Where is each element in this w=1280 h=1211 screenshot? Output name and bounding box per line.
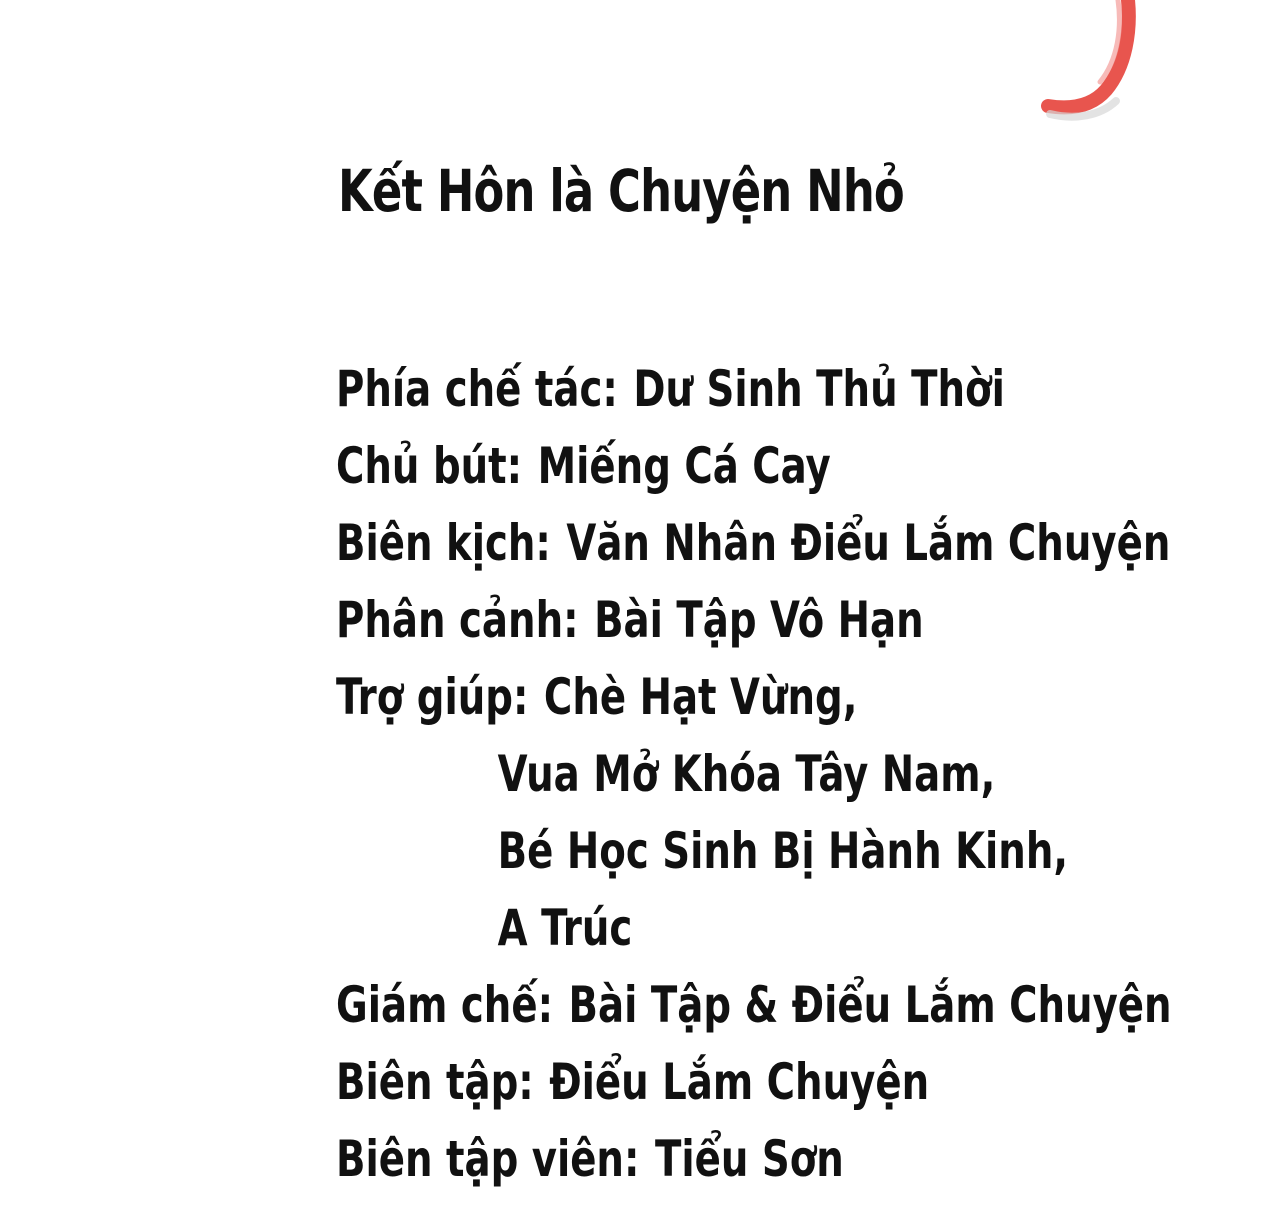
- credit-value: Bé Học Sinh Bị Hành Kinh,: [497, 822, 1069, 880]
- credit-label: Biên tập:: [336, 1053, 534, 1111]
- credit-value: Miếng Cá Cay: [537, 437, 831, 495]
- credit-label: Giám chế:: [336, 976, 554, 1034]
- credits-list: [336, 360, 1236, 1211]
- credit-value: Bài Tập Vô Hạn: [594, 591, 924, 649]
- credit-row-assistant-continuation: [336, 899, 1110, 980]
- credit-row-production: [336, 360, 1110, 441]
- credit-label: Chủ bút:: [336, 437, 523, 495]
- credit-value: Bài Tập & Điểu Lắm Chuyện: [568, 976, 1172, 1034]
- credit-row-screenwriter: [336, 514, 1171, 595]
- credit-row-artist: [336, 437, 1110, 518]
- credit-row-assistant: [336, 668, 1110, 749]
- credit-value: Chè Hạt Vừng,: [543, 668, 858, 726]
- credit-value: A Trúc: [497, 899, 633, 957]
- credit-value: Văn Nhân Điểu Lắm Chuyện: [566, 514, 1171, 572]
- credit-value: Vua Mở Khóa Tây Nam,: [497, 745, 996, 803]
- credit-label: Biên kịch:: [336, 514, 551, 572]
- credit-row-storyboard: [336, 591, 1110, 672]
- credit-value: Tiểu Sơn: [654, 1130, 844, 1188]
- page-title: Kết Hôn là Chuyện Nhỏ: [338, 157, 904, 225]
- credit-label: Biên tập viên:: [336, 1130, 640, 1188]
- credit-value: Dư Sinh Thủ Thời: [633, 360, 1005, 418]
- credit-value: Điểu Lắm Chuyện: [549, 1053, 930, 1111]
- credit-row-assistant-continuation: [336, 822, 1110, 903]
- credit-row-editor-staff: [336, 1130, 1110, 1211]
- credit-label: Phân cảnh:: [336, 591, 579, 649]
- red-ribbon-decoration: [1010, 0, 1150, 135]
- credit-row-assistant-continuation: [336, 745, 1110, 826]
- credit-row-editor: [336, 1053, 1110, 1134]
- credit-label: Trợ giúp:: [336, 668, 529, 726]
- credit-row-supervisor: [336, 976, 1172, 1057]
- credit-label: Phía chế tác:: [336, 360, 618, 418]
